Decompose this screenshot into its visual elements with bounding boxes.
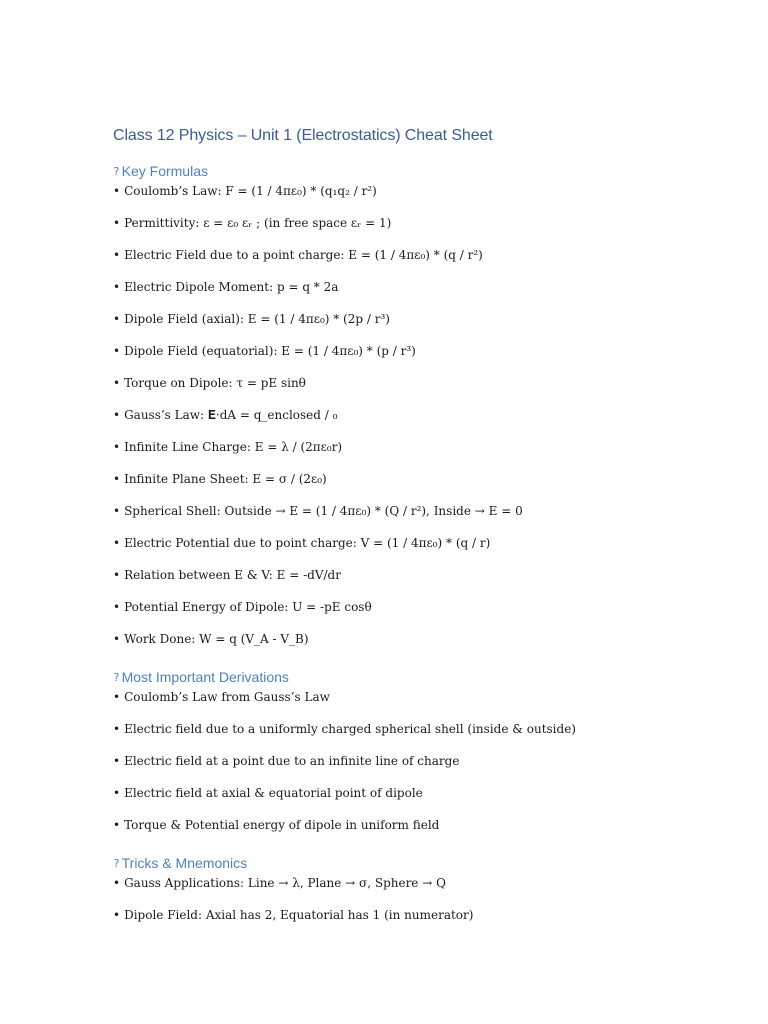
derivation-list <box>113 689 733 849</box>
bullet-icon: • <box>113 818 121 832</box>
list-item-text: Dipole Field (axial): E = (1 / 4πε₀) * (2p / r³) <box>124 312 390 326</box>
list-item <box>113 631 733 663</box>
list-item-text: Torque & Potential energy of dipole in uniform field <box>124 818 440 832</box>
list-item <box>113 503 733 535</box>
list-item-text: Electric Field due to a point charge: E = (1 / 4πε₀) * (q / r²) <box>124 248 483 262</box>
spacer <box>113 150 733 159</box>
bullet-icon: • <box>113 376 121 390</box>
missing-glyph-icon: ? <box>113 671 120 684</box>
missing-glyph-icon: ? <box>113 857 120 870</box>
list-item-text: Gauss Applications: Line → λ, Plane → σ, Sphere → Q <box>124 876 446 890</box>
list-item <box>113 215 733 247</box>
list-item <box>113 907 733 939</box>
list-item <box>113 343 733 375</box>
section-derivations <box>113 665 733 849</box>
bullet-icon: • <box>113 908 121 922</box>
bullet-icon: • <box>113 690 121 704</box>
bullet-icon: • <box>113 600 121 614</box>
document-page <box>113 122 733 939</box>
formula-list <box>113 183 733 663</box>
list-item <box>113 599 733 631</box>
bullet-icon: • <box>113 786 121 800</box>
bullet-icon: • <box>113 754 121 768</box>
list-item <box>113 535 733 567</box>
bullet-icon: • <box>113 568 121 582</box>
list-item <box>113 183 733 215</box>
section-heading-label: Tricks & Mnemonics <box>121 855 248 871</box>
bullet-icon: • <box>113 216 121 230</box>
list-item-text: Infinite Line Charge: E = λ / (2πε₀r) <box>124 440 343 454</box>
bullet-icon: • <box>113 248 121 262</box>
list-item-text: Gauss’s Law: 𝐄·dA = q_enclosed / ₀ <box>124 408 338 422</box>
bullet-icon: • <box>113 876 121 890</box>
list-item <box>113 439 733 471</box>
tricks-list <box>113 875 733 939</box>
bullet-icon: • <box>113 312 121 326</box>
list-item-text: Electric field due to a uniformly charged spherical shell (inside & outside) <box>124 722 576 736</box>
list-item-text: Potential Energy of Dipole: U = -pE cosθ <box>124 600 372 614</box>
list-item-text: Dipole Field: Axial has 2, Equatorial has 1 (in numerator) <box>124 908 474 922</box>
list-item-text: Coulomb’s Law: F = (1 / 4πε₀) * (q₁q₂ / r²) <box>124 184 377 198</box>
list-item <box>113 689 733 721</box>
bullet-icon: • <box>113 184 121 198</box>
list-item-text: Electric Potential due to point charge: V = (1 / 4πε₀) * (q / r) <box>124 536 491 550</box>
section-heading <box>113 665 733 689</box>
section-heading-label: Most Important Derivations <box>121 669 289 685</box>
bullet-icon: • <box>113 504 121 518</box>
list-item-text: Permittivity: ε = ε₀ εᵣ ; (in free space εᵣ = 1) <box>124 216 392 230</box>
missing-glyph-icon: ? <box>113 165 120 178</box>
list-item <box>113 721 733 753</box>
list-item-text: Spherical Shell: Outside → E = (1 / 4πε₀) * (Q / r²), Inside → E = 0 <box>124 504 523 518</box>
bullet-icon: • <box>113 344 121 358</box>
list-item <box>113 817 733 849</box>
section-tricks <box>113 851 733 939</box>
list-item-text: Work Done: W = q (V_A - V_B) <box>124 632 309 646</box>
bullet-icon: • <box>113 408 121 422</box>
list-item <box>113 567 733 599</box>
list-item-text: Dipole Field (equatorial): E = (1 / 4πε₀) * (p / r³) <box>124 344 416 358</box>
list-item-text: Electric field at axial & equatorial point of dipole <box>124 786 423 800</box>
bullet-icon: • <box>113 722 121 736</box>
section-key-formulas <box>113 159 733 663</box>
section-heading <box>113 851 733 875</box>
page-title: Class 12 Physics – Unit 1 (Electrostatics) Cheat Sheet <box>113 127 493 144</box>
list-item-text: Electric Dipole Moment: p = q * 2a <box>124 280 339 294</box>
list-item <box>113 753 733 785</box>
bullet-icon: • <box>113 472 121 486</box>
list-item-text: Relation between E & V: E = -dV/dr <box>124 568 341 582</box>
list-item <box>113 785 733 817</box>
bullet-icon: • <box>113 536 121 550</box>
section-heading-label: Key Formulas <box>121 163 208 179</box>
section-heading <box>113 159 733 183</box>
list-item <box>113 279 733 311</box>
list-item <box>113 311 733 343</box>
bullet-icon: • <box>113 280 121 294</box>
list-item <box>113 375 733 407</box>
bullet-icon: • <box>113 440 121 454</box>
list-item-text: Torque on Dipole: τ = pE sinθ <box>124 376 306 390</box>
list-item-text: Infinite Plane Sheet: E = σ / (2ε₀) <box>124 472 327 486</box>
list-item-text: Electric field at a point due to an infinite line of charge <box>124 754 460 768</box>
list-item <box>113 471 733 503</box>
list-item <box>113 875 733 907</box>
list-item <box>113 407 733 439</box>
list-item-text: Coulomb’s Law from Gauss’s Law <box>124 690 330 704</box>
list-item <box>113 247 733 279</box>
bullet-icon: • <box>113 632 121 646</box>
